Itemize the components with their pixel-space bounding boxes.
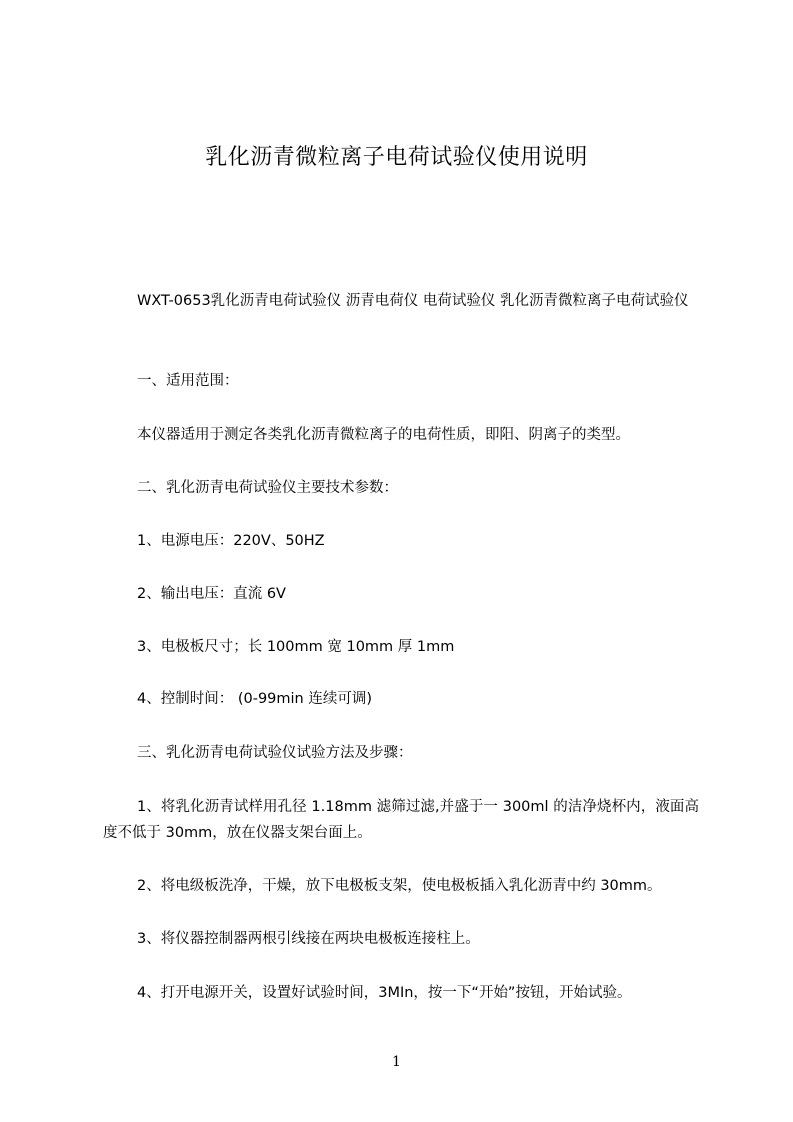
spec-item: 2、输出电压：直流 6V bbox=[137, 586, 286, 602]
step-item: 1、将乳化沥青试样用孔径 1.18mm 滤筛过滤,并盛于一 300ml 的洁净烧杯内，液面高度不低于 30mm，放在仪器支架台面上。 bbox=[103, 799, 699, 841]
document-title: 乳化沥青微粒离子电荷试验仪使用说明 bbox=[205, 145, 588, 170]
intro-paragraph: WXT-0653乳化沥青电荷试验仪 沥青电荷仪 电荷试验仪 乳化沥青微粒离子电荷试验仪 bbox=[137, 293, 689, 309]
spec-item: 3、电极板尺寸；长 100mm 宽 10mm 厚 1mm bbox=[137, 639, 455, 655]
spec-item: 4、控制时间： (0-99min 连续可调) bbox=[137, 691, 373, 707]
step-item: 4、打开电源开关，设置好试验时间，3MIn，按一下“开始”按钮，开始试验。 bbox=[137, 985, 632, 1001]
section3-heading: 三、乳化沥青电荷试验仪试验方法及步骤： bbox=[137, 745, 413, 761]
step-item: 3、将仪器控制器两根引线接在两块电极板连接柱上。 bbox=[137, 931, 480, 947]
page-number: 1 bbox=[392, 1054, 401, 1070]
section1-body: 本仪器适用于测定各类乳化沥青微粒离子的电荷性质，即阳、阴离子的类型。 bbox=[137, 427, 630, 443]
step-item: 2、将电级板洗净，干燥，放下电极板支架，使电极板插入乳化沥青中约 30mm。 bbox=[137, 878, 662, 894]
section1-heading: 一、适用范围： bbox=[137, 373, 239, 389]
section2-heading: 二、乳化沥青电荷试验仪主要技术参数： bbox=[137, 480, 398, 496]
spec-item: 1、电源电压：220V、50HZ bbox=[137, 533, 325, 549]
